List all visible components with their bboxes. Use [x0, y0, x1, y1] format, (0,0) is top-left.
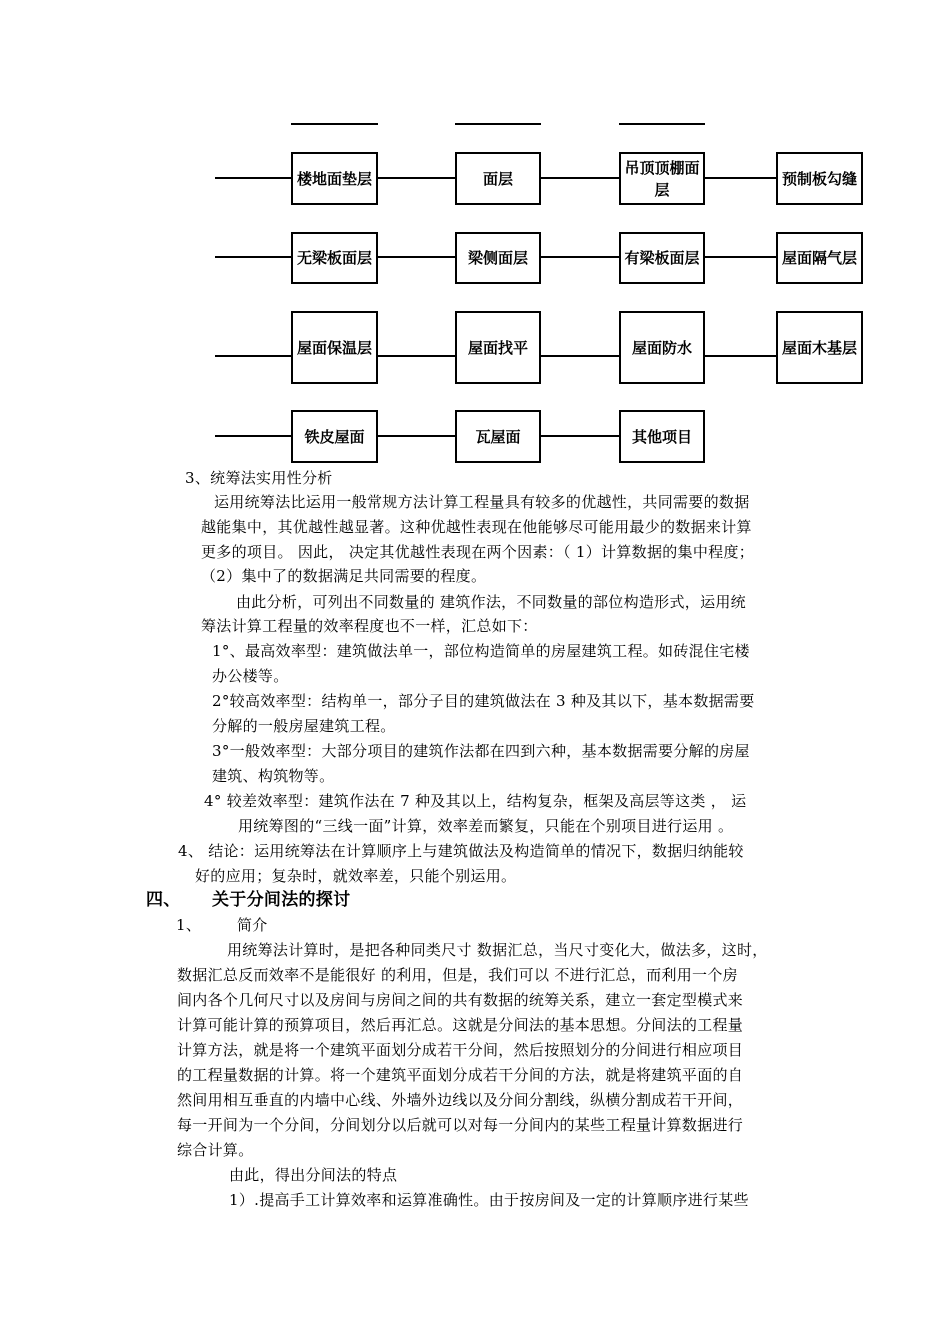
connector-line	[540, 256, 620, 258]
diagram-box	[455, 311, 541, 384]
diagram-box-label: 无梁板面层	[296, 249, 372, 267]
connector-line	[215, 435, 292, 437]
paragraph-line: 计算可能计算的预算项目，然后再汇总。这就是分间法的基本思想。分间法的工程量	[177, 1016, 744, 1034]
connector-line	[377, 355, 456, 357]
connector-line	[377, 177, 456, 179]
paragraph-line: 每一开间为一个分间，分间划分以后就可以对每一分间内的某些工程量计算数据进行	[177, 1116, 744, 1134]
list-item-line: 用统筹图的“三线一面”计算，效率差而繁复，只能在个别项目进行运用 。	[238, 817, 734, 835]
connector-line	[215, 177, 292, 179]
diagram-box	[455, 232, 541, 284]
diagram-box-label: 预制板勾缝	[781, 169, 857, 188]
connector-line	[377, 435, 456, 437]
diagram-box	[776, 232, 863, 284]
diagram-box-label: 屋面找平	[467, 338, 528, 357]
list-item-line: 4° 较差效率型：建筑作法在 7 种及其以上，结构复杂，框架及高层等这类 ， 运	[204, 792, 747, 810]
diagram-box-label: 瓦屋面	[475, 427, 521, 446]
diagram-box	[619, 232, 705, 284]
list-item-line: 建筑、构筑物等。	[212, 767, 335, 785]
diagram-box	[291, 232, 378, 284]
diagram-box-label: 楼地面垫层	[296, 169, 372, 188]
subsection-title: 简介	[237, 916, 268, 934]
diagram-box	[291, 311, 378, 384]
diagram-box	[619, 152, 705, 205]
list-item-line: 3°一般效率型：大部分项目的建筑作法都在四到六种，基本数据需要分解的房屋	[212, 742, 750, 760]
paragraph-line: 运用统筹法比运用一般常规方法计算工程量具有较多的优越性，共同需要的数据	[214, 493, 750, 511]
list-item-line: 1°、最高效率型：建筑做法单一，部位构造简单的房屋建筑工程。如砖混住宅楼	[212, 642, 750, 660]
paragraph-line: （2）集中了的数据满足共同需要的程度。	[201, 567, 487, 585]
diagram-box	[455, 152, 541, 205]
paragraph-line: 计算方法，就是将一个建筑平面划分成若干分间，然后按照划分的分间进行相应项目	[177, 1041, 744, 1059]
chapter-title: 关于分间法的探讨	[212, 890, 351, 910]
paragraph-line: 1）.提高手工计算效率和运算准确性。由于按房间及一定的计算顺序进行某些	[229, 1191, 749, 1209]
connector-line	[377, 256, 456, 258]
paragraph-line: 综合计算。	[177, 1141, 254, 1159]
diagram-box	[455, 410, 541, 463]
connector-line	[540, 355, 620, 357]
connector-line	[704, 355, 777, 357]
connector-line	[540, 435, 620, 437]
paragraph-line: 数据汇总反而效率不是能很好 的利用，但是，我们可以 不进行汇总，而利用一个房	[177, 966, 738, 984]
paragraph-line: 好的应用；复杂时，就效率差，只能个别运用。	[195, 867, 517, 885]
diagram-box-label: 吊顶顶棚面层	[624, 158, 700, 199]
diagram-box	[291, 410, 378, 463]
paragraph-line: 的工程量数据的计算。将一个建筑平面划分成若干分间的方法，就是将建筑平面的自	[177, 1066, 744, 1084]
connector-line	[704, 256, 777, 258]
section-title: 3、统筹法实用性分析	[185, 469, 333, 487]
paragraph-line: 筹法计算工程量的效率程度也不一样，汇总如下：	[201, 617, 538, 635]
list-item-line: 分解的一般房屋建筑工程。	[212, 717, 396, 735]
subsection-number: 1、	[176, 916, 202, 934]
connector-line	[215, 355, 292, 357]
diagram-box	[291, 152, 378, 205]
paragraph-line: 用统筹法计算时，是把各种同类尺寸 数据汇总，当尺寸变化大，做法多，这时，	[227, 941, 768, 959]
list-item-line: 办公楼等。	[212, 667, 289, 685]
diagram-box-label: 其他项目	[631, 427, 692, 446]
connector-line	[215, 256, 292, 258]
paragraph-line: 由此，得出分间法的特点	[229, 1166, 398, 1184]
diagram-box-label: 屋面防水	[631, 338, 692, 357]
paragraph-line: 4、 结论：运用统筹法在计算顺序上与建筑做法及构造简单的情况下，数据归纳能较	[178, 842, 744, 860]
list-item-line: 2°较高效率型：结构单一，部分子目的建筑做法在 3 种及其以下，基本数据需要	[212, 692, 755, 710]
paragraph-line: 间内各个几何尺寸以及房间与房间之间的共有数据的统筹关系，建立一套定型模式来	[177, 991, 744, 1009]
diagram-box-label: 屋面隔气层	[781, 249, 857, 267]
diagram-box	[619, 311, 705, 384]
paragraph-line: 由此分析，可列出不同数量的 建筑作法，不同数量的部位构造形式，运用统	[236, 593, 746, 611]
connector-line	[704, 177, 777, 179]
top-rule-2	[455, 123, 541, 125]
diagram-box-label: 屋面保温层	[296, 338, 372, 357]
diagram-box-label: 有梁板面层	[624, 249, 700, 267]
diagram-box-label: 铁皮屋面	[304, 427, 365, 446]
paragraph-line: 越能集中，其优越性越显著。这种优越性表现在他能够尽可能用最少的数据来计算	[201, 518, 752, 536]
paragraph-line: 然间用相互垂直的内墙中心线、外墙外边线以及分间分割线，纵横分割成若干开间，	[177, 1091, 744, 1109]
diagram-box	[776, 311, 863, 384]
diagram-box	[776, 152, 863, 205]
diagram-box	[619, 410, 705, 463]
diagram-box-label: 屋面木基层	[781, 338, 857, 357]
top-rule-1	[291, 123, 378, 125]
diagram-box-label: 面层	[482, 169, 513, 188]
diagram-box-label: 梁侧面层	[467, 249, 528, 267]
chapter-number: 四、	[146, 890, 181, 910]
top-rule-3	[619, 123, 705, 125]
connector-line	[540, 177, 620, 179]
paragraph-line: 更多的项目。 因此， 决定其优越性表现在两个因素：（ 1）计算数据的集中程度；	[201, 543, 755, 561]
